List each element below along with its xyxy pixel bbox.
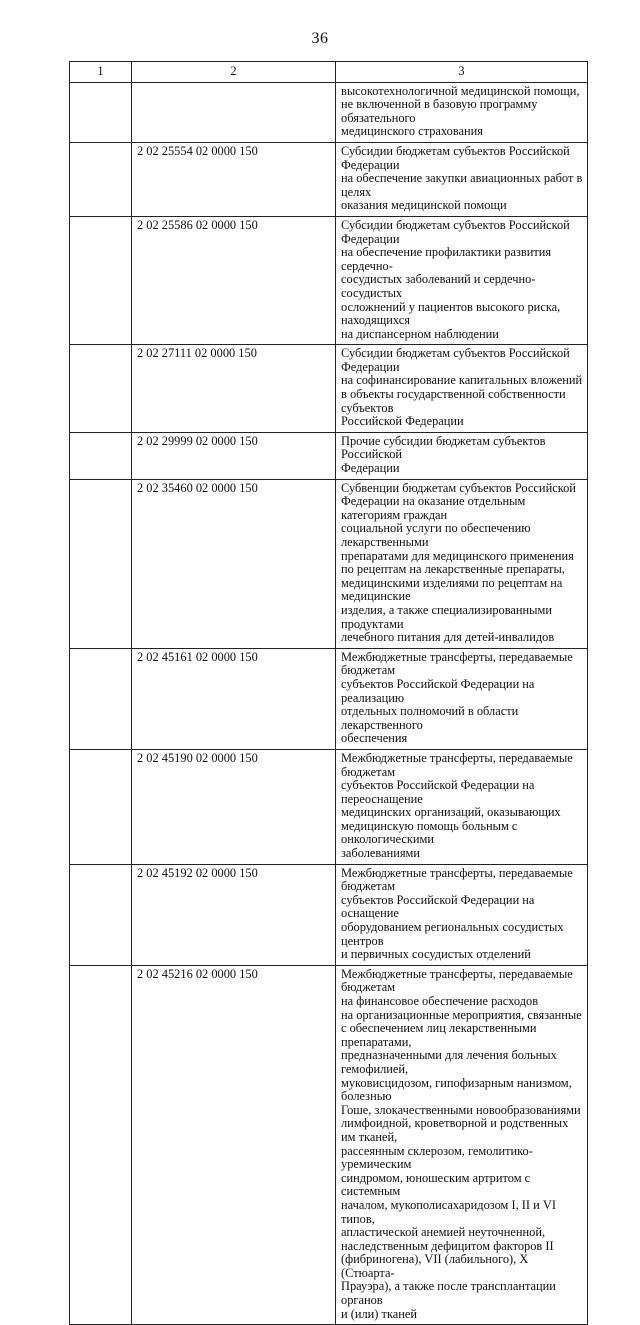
budget-codes-table xyxy=(69,61,588,1325)
row-number-cell xyxy=(70,142,132,216)
budget-code-cell: 2 02 45216 02 0000 150 xyxy=(132,965,336,1324)
column-header-2: 2 xyxy=(132,62,336,83)
row-number-cell xyxy=(70,864,132,965)
row-number-cell xyxy=(70,345,132,433)
page-number: 36 xyxy=(311,30,329,47)
table-row xyxy=(70,648,588,749)
row-number-cell xyxy=(70,432,132,479)
budget-code-cell: 2 02 45192 02 0000 150 xyxy=(132,864,336,965)
table-row xyxy=(70,432,588,479)
table-row xyxy=(70,142,588,216)
budget-code-cell: 2 02 45161 02 0000 150 xyxy=(132,648,336,749)
budget-code-cell: 2 02 25586 02 0000 150 xyxy=(132,216,336,344)
row-number-cell xyxy=(70,749,132,864)
column-header-1: 1 xyxy=(70,62,132,83)
description-cell: Межбюджетные трансферты, передаваемые бюджетам субъектов Российской Федерации на оснащение оборудованием региональных сосудистых центров и первичных сосудистых отделений xyxy=(336,864,588,965)
row-number-cell xyxy=(70,479,132,648)
table-header-row xyxy=(70,62,588,83)
table-row xyxy=(70,479,588,648)
row-number-cell xyxy=(70,965,132,1324)
description-cell: Субсидии бюджетам субъектов Российской Федерации на обеспечение профилактики развития сердечно- сосудистых заболеваний и сердечно-сосудистых осложнений у пациентов высокого риска, находящихся на диспансерном наблюдении xyxy=(336,216,588,344)
row-number-cell xyxy=(70,648,132,749)
budget-code-cell xyxy=(132,82,336,142)
description-cell: Межбюджетные трансферты, передаваемые бюджетам на финансовое обеспечение расходов на организационные мероприятия, связанные с обеспечением лиц лекарственными препаратами, предназначенными для лечения больных гемофилией, муковисцидозом, гипофизарным нанизмом, болезнью Гоше, злокачественными новообразованиями лимфоидной, кроветворной и родственных им тканей, рассеянным склерозом, гемолитико-уремическим синдромом, юношеским артритом с системным началом, мукополисахаридозом I, II и VI типов, апластической анемией неуточненной, наследственным дефицитом факторов II (фибриногена), VII (лабильного), X (Стюарта- Прауэра), а также после трансплантации органов и (или) тканей xyxy=(336,965,588,1324)
column-header-3: 3 xyxy=(336,62,588,83)
description-cell: высокотехнологичной медицинской помощи, не включенной в базовую программу обязательного медицинского страхования xyxy=(336,82,588,142)
description-cell: Прочие субсидии бюджетам субъектов Российской Федерации xyxy=(336,432,588,479)
description-cell: Субсидии бюджетам субъектов Российской Федерации на софинансирование капитальных вложений в объекты государственной собственности субъектов Российской Федерации xyxy=(336,345,588,433)
description-cell: Субсидии бюджетам субъектов Российской Федерации на обеспечение закупки авиационных работ в целях оказания медицинской помощи xyxy=(336,142,588,216)
budget-code-cell: 2 02 29999 02 0000 150 xyxy=(132,432,336,479)
budget-code-cell: 2 02 45190 02 0000 150 xyxy=(132,749,336,864)
table-row xyxy=(70,216,588,344)
description-cell: Межбюджетные трансферты, передаваемые бюджетам субъектов Российской Федерации на реализацию отдельных полномочий в области лекарственного обеспечения xyxy=(336,648,588,749)
table-row xyxy=(70,345,588,433)
row-number-cell xyxy=(70,216,132,344)
description-cell: Межбюджетные трансферты, передаваемые бюджетам субъектов Российской Федерации на переоснащение медицинских организаций, оказывающих медицинскую помощь больным с онкологическими заболеваниями xyxy=(336,749,588,864)
row-number-cell xyxy=(70,82,132,142)
budget-code-cell: 2 02 25554 02 0000 150 xyxy=(132,142,336,216)
description-cell: Субвенции бюджетам субъектов Российской Федерации на оказание отдельным категориям граждан социальной услуги по обеспечению лекарственными препаратами для медицинского применения по рецептам на лекарственные препараты, медицинскими изделиями по рецептам на медицинские изделия, а также специализированными продуктами лечебного питания для детей-инвалидов xyxy=(336,479,588,648)
budget-code-cell: 2 02 27111 02 0000 150 xyxy=(132,345,336,433)
table-row xyxy=(70,82,588,142)
budget-code-cell: 2 02 35460 02 0000 150 xyxy=(132,479,336,648)
table-row xyxy=(70,749,588,864)
table-row xyxy=(70,965,588,1324)
table-row xyxy=(70,864,588,965)
